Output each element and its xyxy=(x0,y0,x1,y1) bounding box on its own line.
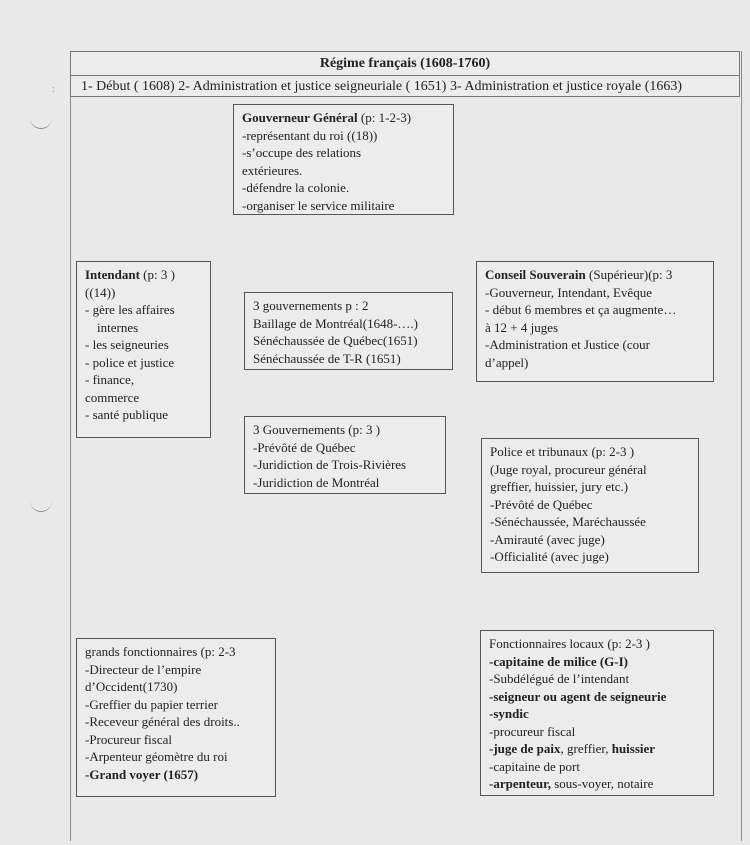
conseil-line: - début 6 membres et ça augmente… xyxy=(485,302,677,317)
gouvernements-3-box xyxy=(244,416,446,494)
intendant-line: - finance, xyxy=(85,372,135,387)
intendant-line: internes xyxy=(97,319,139,335)
grands-line: -Receveur général des droits.. xyxy=(85,714,240,729)
gouverneur-ref: (p: 1-2-3) xyxy=(357,110,412,125)
locaux-line: -seigneur ou agent de seigneurie xyxy=(489,688,667,704)
police-box xyxy=(481,438,699,573)
grands-line: -Procureur fiscal xyxy=(85,731,172,747)
intendant-line: commerce xyxy=(85,389,140,405)
police-line: greffier, huissier, jury etc.) xyxy=(490,479,629,494)
grands-line: grands fonctionnaires (p: 2-3 xyxy=(85,644,236,659)
conseil-box xyxy=(476,261,714,382)
gouverneur-line: extérieures. xyxy=(242,162,303,178)
intendant-line: ((14)) xyxy=(85,284,116,300)
gouvernements-2-line: Sénéchaussée de Québec(1651) xyxy=(253,333,418,348)
conseil-line: à 12 + 4 juges xyxy=(485,319,559,335)
conseil-line: -Administration et Justice (cour xyxy=(485,337,650,352)
police-line: (Juge royal, procureur général xyxy=(490,461,647,477)
gouvernements-2-line: Baillage de Montréal(1648-….) xyxy=(253,315,418,331)
locaux-arpenteur: -arpenteur, xyxy=(489,776,551,791)
locaux-huissier: huissier xyxy=(611,741,656,756)
gouverneur-heading: Gouverneur Général xyxy=(242,110,358,125)
locaux-line: -Subdélégué de l’intendant xyxy=(489,671,630,686)
gouvernements-3-line: 3 Gouvernements (p: 3 ) xyxy=(253,422,381,437)
conseil-line: -Gouverneur, Intendant, Evêque xyxy=(485,284,652,300)
locaux-juge: -juge de paix xyxy=(489,741,561,756)
conseil-ref: (Supérieur)(p: 3 xyxy=(585,267,673,282)
gouvernements-2-line: 3 gouvernements p : 2 xyxy=(253,298,369,313)
locaux-line: -capitaine de milice (G-I) xyxy=(489,653,628,669)
intendant-box xyxy=(76,261,211,438)
grands-line: -Arpenteur géomètre du roi xyxy=(85,749,228,764)
gouverneur-line: -représentant du roi ((18)) xyxy=(242,127,378,143)
gouverneur-line: -s’occupe des relations xyxy=(242,145,362,160)
intendant-heading: Intendant xyxy=(85,267,140,282)
police-line: -Sénéchaussée, Maréchaussée xyxy=(490,514,646,529)
gouvernements-3-line: -Prévôté de Québec xyxy=(253,439,356,455)
gouverneur-line: -défendre la colonie. xyxy=(242,180,350,195)
locaux-sous-voyer: sous-voyer, notaire xyxy=(551,776,654,791)
police-line: -Amirauté (avec juge) xyxy=(490,531,605,547)
margin-mark: : xyxy=(52,84,55,95)
locaux-line: -procureur fiscal xyxy=(489,723,576,739)
police-line: -Officialité (avec juge) xyxy=(490,549,609,564)
locaux-line: -capitaine de port xyxy=(489,758,580,774)
gouvernements-2-line: Sénéchaussée de T-R (1651) xyxy=(253,350,401,366)
locaux-greffier: , greffier, xyxy=(560,741,612,756)
police-line: Police et tribunaux (p: 2-3 ) xyxy=(490,444,635,459)
fonctionnaires-locaux-box xyxy=(480,630,714,796)
intendant-ref: (p: 3 ) xyxy=(139,267,175,282)
intendant-line: - santé publique xyxy=(85,407,169,422)
grands-line: d’Occident(1730) xyxy=(85,679,178,694)
gouvernements-2-box xyxy=(244,292,453,370)
intendant-line: - gère les affaires xyxy=(85,302,175,317)
intendant-line: - les seigneuries xyxy=(85,337,169,352)
locaux-header: Fonctionnaires locaux (p: 2-3 ) xyxy=(489,636,651,651)
gouverneur-line: -organiser le service militaire xyxy=(242,197,395,213)
police-line: -Prévôté de Québec xyxy=(490,496,593,512)
intendant-line: - police et justice xyxy=(85,354,175,370)
grands-line: -Directeur de l’empire xyxy=(85,661,202,677)
gouvernements-3-line: -Juridiction de Montréal xyxy=(253,474,380,490)
grands-line-bold: -Grand voyer (1657) xyxy=(85,766,199,782)
locaux-line: -syndic xyxy=(489,706,529,721)
grands-line: -Greffier du papier terrier xyxy=(85,696,218,712)
page-title: Régime français (1608-1760) xyxy=(70,51,740,76)
periods-row: 1- Début ( 1608) 2- Administration et justice seigneuriale ( 1651) 3- Administration et justice royale (1663) xyxy=(70,75,740,97)
conseil-line: d’appel) xyxy=(485,354,529,370)
gouverneur-box xyxy=(233,104,454,215)
conseil-heading: Conseil Souverain xyxy=(485,267,586,282)
gouvernements-3-line: -Juridiction de Trois-Rivières xyxy=(253,457,407,472)
grands-fonctionnaires-box xyxy=(76,638,276,797)
